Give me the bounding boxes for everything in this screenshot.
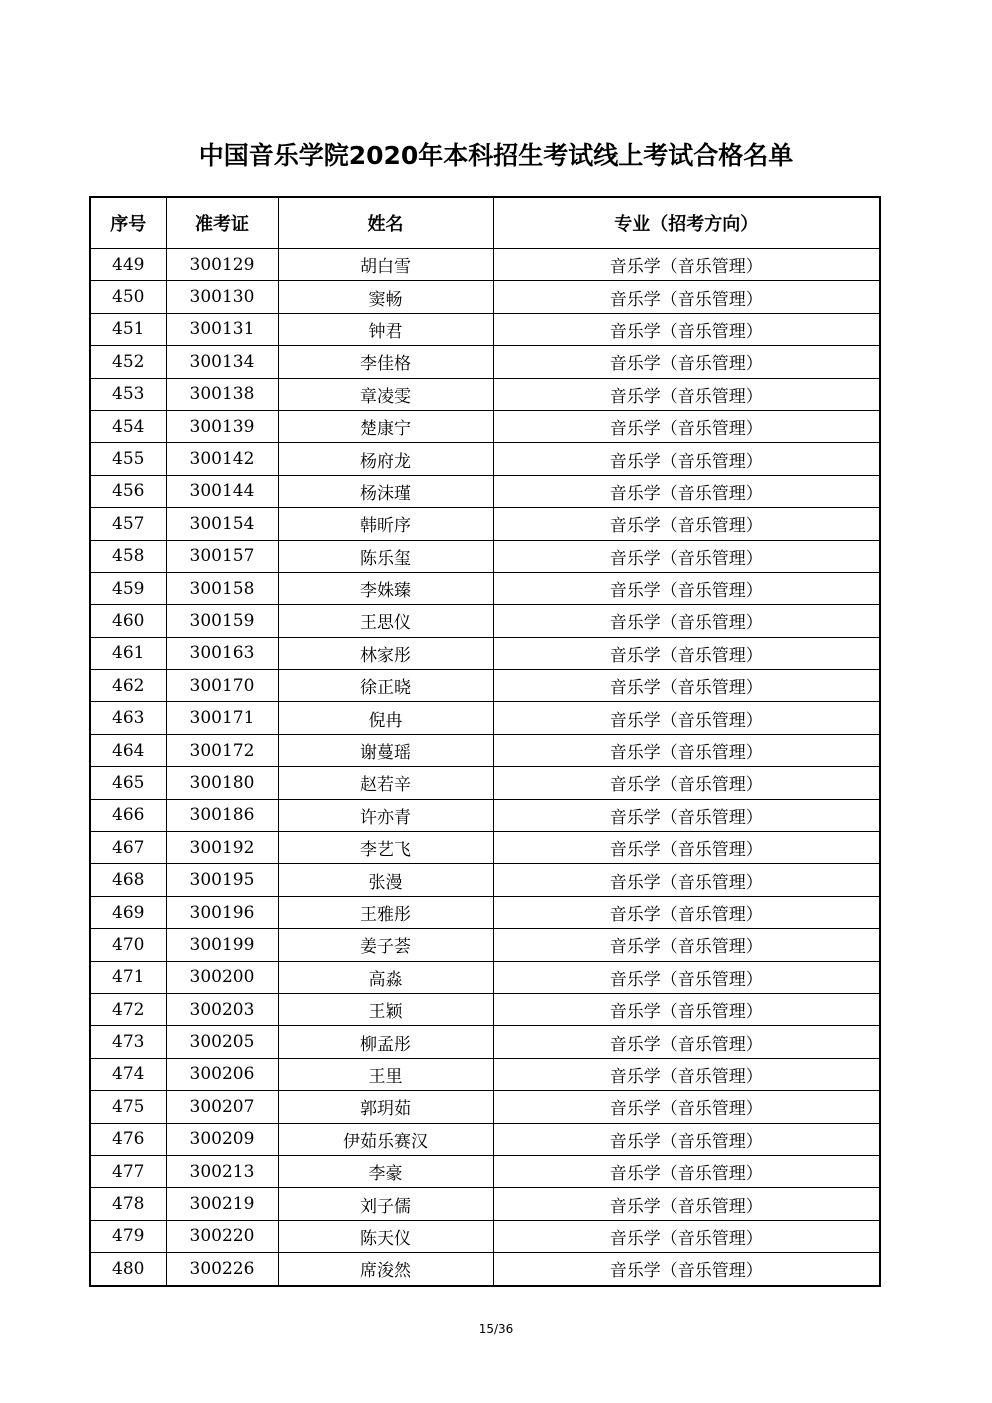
cell-exam-id: 300200 <box>166 961 278 993</box>
cell-name: 许亦青 <box>278 799 493 831</box>
cell-index: 452 <box>90 346 166 378</box>
table-row <box>90 896 880 928</box>
cell-name: 李艺飞 <box>278 832 493 864</box>
table-row <box>90 864 880 896</box>
cell-major: 音乐学（音乐管理） <box>493 993 880 1025</box>
cell-major: 音乐学（音乐管理） <box>493 961 880 993</box>
cell-exam-id: 300158 <box>166 572 278 604</box>
cell-name: 伊茹乐赛汉 <box>278 1123 493 1155</box>
header-major: 专业（招考方向） <box>493 197 880 249</box>
cell-major: 音乐学（音乐管理） <box>493 1188 880 1220</box>
table-row <box>90 734 880 766</box>
table-row <box>90 961 880 993</box>
cell-index: 462 <box>90 670 166 702</box>
cell-major: 音乐学（音乐管理） <box>493 313 880 345</box>
cell-index: 476 <box>90 1123 166 1155</box>
cell-major: 音乐学（音乐管理） <box>493 281 880 313</box>
cell-major: 音乐学（音乐管理） <box>493 1220 880 1252</box>
cell-name: 郭玥茹 <box>278 1091 493 1123</box>
table-row <box>90 670 880 702</box>
cell-exam-id: 300130 <box>166 281 278 313</box>
table-row <box>90 475 880 507</box>
table-header-row <box>90 197 880 249</box>
table-row <box>90 1058 880 1090</box>
cell-name: 杨沫瑾 <box>278 475 493 507</box>
admission-list-table <box>89 196 881 1287</box>
cell-major: 音乐学（音乐管理） <box>493 1253 880 1286</box>
cell-name: 张漫 <box>278 864 493 896</box>
cell-index: 479 <box>90 1220 166 1252</box>
table-row <box>90 281 880 313</box>
cell-name: 陈乐玺 <box>278 540 493 572</box>
cell-major: 音乐学（音乐管理） <box>493 929 880 961</box>
cell-major: 音乐学（音乐管理） <box>493 605 880 637</box>
cell-name: 徐正晓 <box>278 670 493 702</box>
cell-exam-id: 300203 <box>166 993 278 1025</box>
table-row <box>90 767 880 799</box>
cell-major: 音乐学（音乐管理） <box>493 1058 880 1090</box>
cell-index: 451 <box>90 313 166 345</box>
cell-exam-id: 300163 <box>166 637 278 669</box>
cell-name: 刘子儒 <box>278 1188 493 1220</box>
table-row <box>90 832 880 864</box>
cell-exam-id: 300144 <box>166 475 278 507</box>
table-row <box>90 313 880 345</box>
cell-index: 460 <box>90 605 166 637</box>
cell-index: 473 <box>90 1026 166 1058</box>
cell-index: 461 <box>90 637 166 669</box>
cell-name: 柳孟彤 <box>278 1026 493 1058</box>
cell-exam-id: 300207 <box>166 1091 278 1123</box>
cell-major: 音乐学（音乐管理） <box>493 540 880 572</box>
cell-exam-id: 300206 <box>166 1058 278 1090</box>
table-row <box>90 993 880 1025</box>
table-row <box>90 1155 880 1187</box>
page-title: 中国音乐学院2020年本科招生考试线上考试合格名单 <box>198 141 794 170</box>
cell-index: 450 <box>90 281 166 313</box>
cell-index: 464 <box>90 734 166 766</box>
cell-exam-id: 300129 <box>166 249 278 281</box>
cell-exam-id: 300154 <box>166 508 278 540</box>
cell-name: 李佳格 <box>278 346 493 378</box>
header-name: 姓名 <box>278 197 493 249</box>
cell-name: 韩昕序 <box>278 508 493 540</box>
table-row <box>90 443 880 475</box>
cell-name: 胡白雪 <box>278 249 493 281</box>
cell-exam-id: 300139 <box>166 410 278 442</box>
cell-exam-id: 300142 <box>166 443 278 475</box>
cell-index: 472 <box>90 993 166 1025</box>
cell-index: 477 <box>90 1155 166 1187</box>
cell-major: 音乐学（音乐管理） <box>493 670 880 702</box>
cell-index: 455 <box>90 443 166 475</box>
table-row <box>90 1123 880 1155</box>
cell-index: 471 <box>90 961 166 993</box>
cell-exam-id: 300213 <box>166 1155 278 1187</box>
cell-major: 音乐学（音乐管理） <box>493 734 880 766</box>
cell-exam-id: 300209 <box>166 1123 278 1155</box>
cell-exam-id: 300195 <box>166 864 278 896</box>
cell-name: 窦畅 <box>278 281 493 313</box>
table-row <box>90 346 880 378</box>
cell-index: 468 <box>90 864 166 896</box>
header-index: 序号 <box>90 197 166 249</box>
cell-major: 音乐学（音乐管理） <box>493 896 880 928</box>
cell-major: 音乐学（音乐管理） <box>493 346 880 378</box>
cell-name: 姜子荟 <box>278 929 493 961</box>
cell-major: 音乐学（音乐管理） <box>493 832 880 864</box>
cell-name: 林家彤 <box>278 637 493 669</box>
cell-name: 李豪 <box>278 1155 493 1187</box>
cell-major: 音乐学（音乐管理） <box>493 508 880 540</box>
table-row <box>90 1220 880 1252</box>
cell-index: 449 <box>90 249 166 281</box>
table-row <box>90 1026 880 1058</box>
cell-exam-id: 300226 <box>166 1253 278 1286</box>
header-exam-id: 准考证 <box>166 197 278 249</box>
cell-exam-id: 300159 <box>166 605 278 637</box>
cell-index: 459 <box>90 572 166 604</box>
cell-name: 钟君 <box>278 313 493 345</box>
cell-index: 463 <box>90 702 166 734</box>
cell-major: 音乐学（音乐管理） <box>493 864 880 896</box>
cell-name: 章凌雯 <box>278 378 493 410</box>
cell-major: 音乐学（音乐管理） <box>493 443 880 475</box>
cell-major: 音乐学（音乐管理） <box>493 799 880 831</box>
cell-name: 赵若辛 <box>278 767 493 799</box>
cell-exam-id: 300131 <box>166 313 278 345</box>
table-row <box>90 605 880 637</box>
cell-name: 杨府龙 <box>278 443 493 475</box>
cell-exam-id: 300219 <box>166 1188 278 1220</box>
cell-major: 音乐学（音乐管理） <box>493 1123 880 1155</box>
cell-index: 453 <box>90 378 166 410</box>
cell-exam-id: 300157 <box>166 540 278 572</box>
cell-index: 466 <box>90 799 166 831</box>
cell-exam-id: 300172 <box>166 734 278 766</box>
cell-name: 王里 <box>278 1058 493 1090</box>
cell-exam-id: 300134 <box>166 346 278 378</box>
cell-exam-id: 300192 <box>166 832 278 864</box>
cell-major: 音乐学（音乐管理） <box>493 249 880 281</box>
table-row <box>90 929 880 961</box>
cell-exam-id: 300220 <box>166 1220 278 1252</box>
cell-name: 楚康宁 <box>278 410 493 442</box>
cell-index: 475 <box>90 1091 166 1123</box>
cell-index: 474 <box>90 1058 166 1090</box>
cell-index: 469 <box>90 896 166 928</box>
cell-name: 陈天仪 <box>278 1220 493 1252</box>
cell-exam-id: 300171 <box>166 702 278 734</box>
cell-name: 席浚然 <box>278 1253 493 1286</box>
cell-index: 480 <box>90 1253 166 1286</box>
cell-index: 458 <box>90 540 166 572</box>
cell-exam-id: 300138 <box>166 378 278 410</box>
table-row <box>90 799 880 831</box>
cell-exam-id: 300180 <box>166 767 278 799</box>
table-row <box>90 572 880 604</box>
table-row <box>90 637 880 669</box>
table-row <box>90 410 880 442</box>
cell-index: 465 <box>90 767 166 799</box>
cell-major: 音乐学（音乐管理） <box>493 475 880 507</box>
table-row <box>90 1091 880 1123</box>
cell-name: 高淼 <box>278 961 493 993</box>
cell-major: 音乐学（音乐管理） <box>493 702 880 734</box>
table-row <box>90 540 880 572</box>
cell-index: 478 <box>90 1188 166 1220</box>
table-row <box>90 508 880 540</box>
cell-exam-id: 300196 <box>166 896 278 928</box>
cell-exam-id: 300199 <box>166 929 278 961</box>
cell-major: 音乐学（音乐管理） <box>493 378 880 410</box>
table-row <box>90 378 880 410</box>
cell-exam-id: 300186 <box>166 799 278 831</box>
table-row <box>90 1253 880 1286</box>
cell-major: 音乐学（音乐管理） <box>493 1155 880 1187</box>
cell-major: 音乐学（音乐管理） <box>493 767 880 799</box>
cell-name: 王颖 <box>278 993 493 1025</box>
page-number: 15/36 <box>478 1322 514 1336</box>
cell-index: 456 <box>90 475 166 507</box>
cell-name: 王雅彤 <box>278 896 493 928</box>
cell-major: 音乐学（音乐管理） <box>493 1026 880 1058</box>
cell-index: 467 <box>90 832 166 864</box>
cell-major: 音乐学（音乐管理） <box>493 572 880 604</box>
cell-name: 王思仪 <box>278 605 493 637</box>
cell-index: 457 <box>90 508 166 540</box>
cell-major: 音乐学（音乐管理） <box>493 1091 880 1123</box>
table-row <box>90 249 880 281</box>
cell-major: 音乐学（音乐管理） <box>493 410 880 442</box>
cell-index: 470 <box>90 929 166 961</box>
cell-name: 李姝臻 <box>278 572 493 604</box>
cell-name: 倪冉 <box>278 702 493 734</box>
table-body <box>90 249 880 1286</box>
cell-exam-id: 300170 <box>166 670 278 702</box>
table-row <box>90 1188 880 1220</box>
cell-exam-id: 300205 <box>166 1026 278 1058</box>
cell-index: 454 <box>90 410 166 442</box>
table-row <box>90 702 880 734</box>
cell-major: 音乐学（音乐管理） <box>493 637 880 669</box>
cell-name: 谢蔓瑶 <box>278 734 493 766</box>
